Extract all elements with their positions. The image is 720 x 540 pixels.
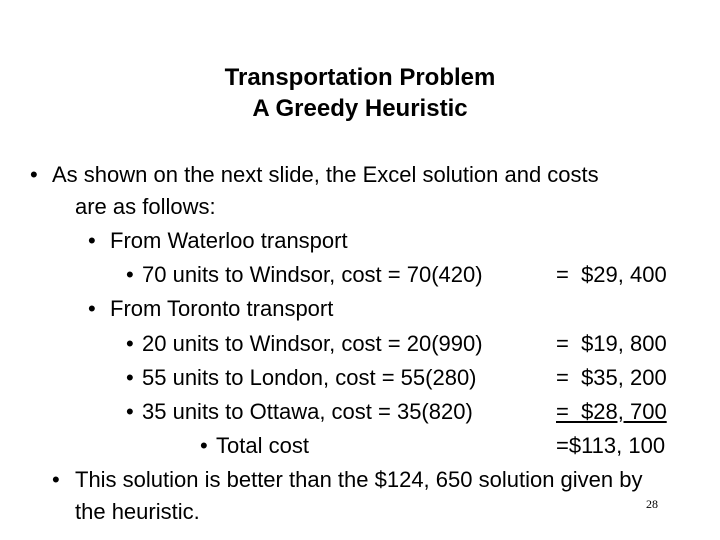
item-toronto-ottawa: 35 units to Ottawa, cost = 35(820): [142, 399, 473, 424]
item-waterloo-windsor: 70 units to Windsor, cost = 70(420): [142, 262, 483, 287]
sub-bullet-waterloo: From Waterloo transport: [110, 228, 348, 253]
bullet-marker: •: [126, 399, 134, 424]
slide-title: [0, 62, 720, 124]
bullet-marker: •: [126, 331, 134, 356]
total-cost-label: Total cost: [216, 433, 309, 458]
bullet-marker: •: [126, 365, 134, 390]
sub-bullet-toronto: From Toronto transport: [110, 296, 334, 321]
bullet-1-line-1: As shown on the next slide, the Excel solution and costs: [52, 162, 599, 187]
bullet-marker: •: [126, 262, 134, 287]
bullet-1-line-2: are as follows:: [75, 194, 216, 219]
page-number: 28: [646, 497, 658, 511]
bullet-marker: •: [88, 296, 96, 321]
value-waterloo-windsor: = $29, 400: [556, 262, 667, 287]
item-toronto-london: 55 units to London, cost = 55(280): [142, 365, 477, 390]
bullet-marker: •: [200, 433, 208, 458]
bullet-marker: •: [88, 228, 96, 253]
bullet-2-line-2: the heuristic.: [75, 499, 200, 524]
total-cost-value: =$113, 100: [556, 433, 666, 458]
bullet-2-line-1: This solution is better than the $124, 650 solution given by: [75, 467, 643, 492]
value-toronto-ottawa: = $28, 700: [556, 399, 667, 424]
title-line-2: A Greedy Heuristic: [252, 95, 468, 122]
bullet-marker: •: [30, 162, 38, 187]
bullet-marker: •: [52, 467, 60, 492]
value-toronto-london: = $35, 200: [556, 365, 667, 390]
item-toronto-windsor: 20 units to Windsor, cost = 20(990): [142, 331, 483, 356]
value-toronto-windsor: = $19, 800: [556, 331, 667, 356]
title-line-1: Transportation Problem: [224, 64, 496, 91]
